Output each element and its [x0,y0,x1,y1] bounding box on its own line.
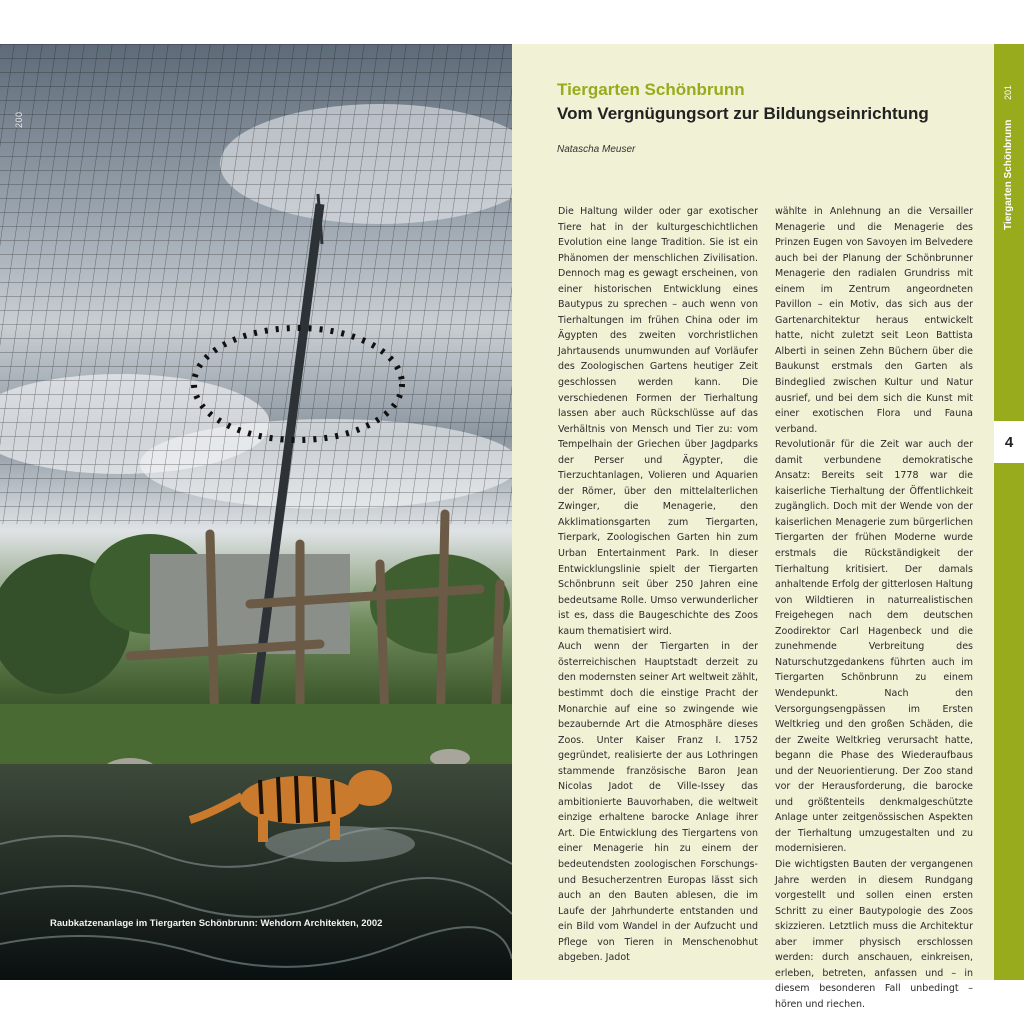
paragraph: Auch wenn der Tiergarten in der österreichischen Hauptstadt derzeit zu den modernsten seiner Art weltweit zählt, bestimmt doch die einstige Pracht der Monarchie auf eine so zwingende wie bezaubernde Art die Atmosphäre dieses Zoos. Unter Kaiser Franz I. 1752 gegründet, realisierte der aus Lothringen stammende französische Baron Jean Nicolas Jadot de Ville-Issey das ambitionierte Bauvorhaben, die weltweit einzige erhaltene barocke Anlage ihrer Art. Die Entwicklung des Tiergartens von einer Menagerie hin zu einem der bedeutendsten zoologischen Forschungs- und Besucherzentren Europas lässt sich auch an den Bauten ablesen, die im Laufe der Jahrhunderte entstanden und ein Bild vom Wandel in der Aufzucht und Pflege von Tieren in Menschenobhut abgeben. Jadot [558,641,758,964]
paragraph: Die wichtigsten Bauten der vergangenen Jahre werden in diesem Rundgang vorgestellt und sollen einen ersten Schritt zu einer Bautypologie des Zoos skizzieren. Letztlich muss die Architektur aber immer physisch erschlossen werden: durch anschauen, einkreisen, erleben, betreten, anfassen und – in diesem besonderen Fall unbedingt – hören und riechen. [775,858,973,1010]
author-name: Natascha Meuser [557,144,636,155]
paragraph: wählte in Anlehnung an die Versailler Menagerie und die Menagerie des Prinzen Eugen von Savoyen im Belvedere auch bei der Planung der Schönbrunner Menagerie den radialen Grundriss mit einem im Zentrum angeordneten Pavillon – ein Motiv, das sich aus der Gartenarchitektur heraus entwickelt hatte, nicht zuletzt seit Leon Battista Alberti in seinen Zehn Büchern über die Baukunst erstmals den Garten als Bindeglied zwischen Kultur und Natur ausrief, und bei dem sich die Kunst mit einer exotischen Flora und Fauna verband. [775,206,974,435]
chapter-number-box [994,421,1024,463]
page-number-right: 201 [1003,84,1013,100]
page-number-left: 200 [14,111,24,128]
photo-page [0,44,512,980]
side-tab-label: Tiergarten Schönbrunn [1003,119,1014,230]
chapter-subtitle: Vom Vergnügungsort zur Bildungseinrichtung [557,104,929,123]
chapter-number: 4 [1004,433,1014,451]
tiger-enclosure-photo [0,44,512,980]
photo-caption: Raubkatzenanlage im Tiergarten Schönbrunn: Wehdorn Architekten, 2002 [50,918,383,929]
chapter-title: Tiergarten Schönbrunn [557,80,745,99]
text-column-left [558,204,758,966]
paragraph: Die Haltung wilder oder gar exotischer Tiere hat in der kulturgeschichtlichen Evolution eine lange Tradition. Sie ist ein Phänomen der menschlichen Zivilisation. Dennoch mag es gewagt erscheinen, von einer historischen Entwicklung eines Bautypus zu sprechen – auch wenn von Tierhaltungen im frühen China oder im Ägypten des zweiten vorchristlichen Jahrtausends unumwunden auf Vorläufer des Zoologischen Gartens heutiger Zeit geschlossen werden kann. Die verschiedenen Formen der Tierhaltung lassen aber auch Rückschlüsse auf das Verhältnis von Mensch und Tier zu: vom Tempelhain der Griechen über Jagdparks der Perser und Ägypter, die Tierzuchtanlagen, Volieren und Aquarien der Römer, über den mittelalterlichen Zwinger, die Menagerie, den Akklimationsgarten zum Tiergarten, Tierpark, Zoologischen Garten hin zum Urban Entertainment Park. In dieser Entwicklungslinie spielt der Tiergarten Schönbrunn seit über 250 Jahren eine bedeutsame Rolle. Umso verwunderlicher ist es, dass die Baugeschichte des Zoos kaum thematisiert wird. [558,206,758,637]
text-page [512,44,994,1010]
text-column-right [775,204,973,1012]
paragraph: Revolutionär für die Zeit war auch der damit verbundene demokratische Ansatz: Bereits seit 1778 war die kaiserliche Tierhaltung der Öffentlichkeit zugänglich. Doch mit der Wende von der kaiserlichen Menagerie zum bürgerlichen Tiergarten der frühen Moderne wurde erstmals die Rückständigkeit der Tierhaltung kritisiert. Der damals anhaltende Erfolg der gitterlosen Haltung von Wildtieren in naturrealistischen Freigehegen nach dem deutschen Zoodirektor Carl Hagenbeck und die zunehmende Verbreitung des Naturschutzgedankens führten auch im Tiergarten Schönbrunn zu einem Wendepunkt. Nach den Versorgungsengpässen im Ersten Weltkrieg und den großen Schäden, die der Zweite Weltkrieg verursacht hatte, begann die Phase des Wiederaufbaus und der Neuorientierung. Der Zoo stand vor der Herausforderung, die barocke und größtenteils denkmalgeschützte Anlage unter zeitgenössischen Aspekten der Tierhaltung umzugestalten und zu modernisieren. [775,439,973,855]
